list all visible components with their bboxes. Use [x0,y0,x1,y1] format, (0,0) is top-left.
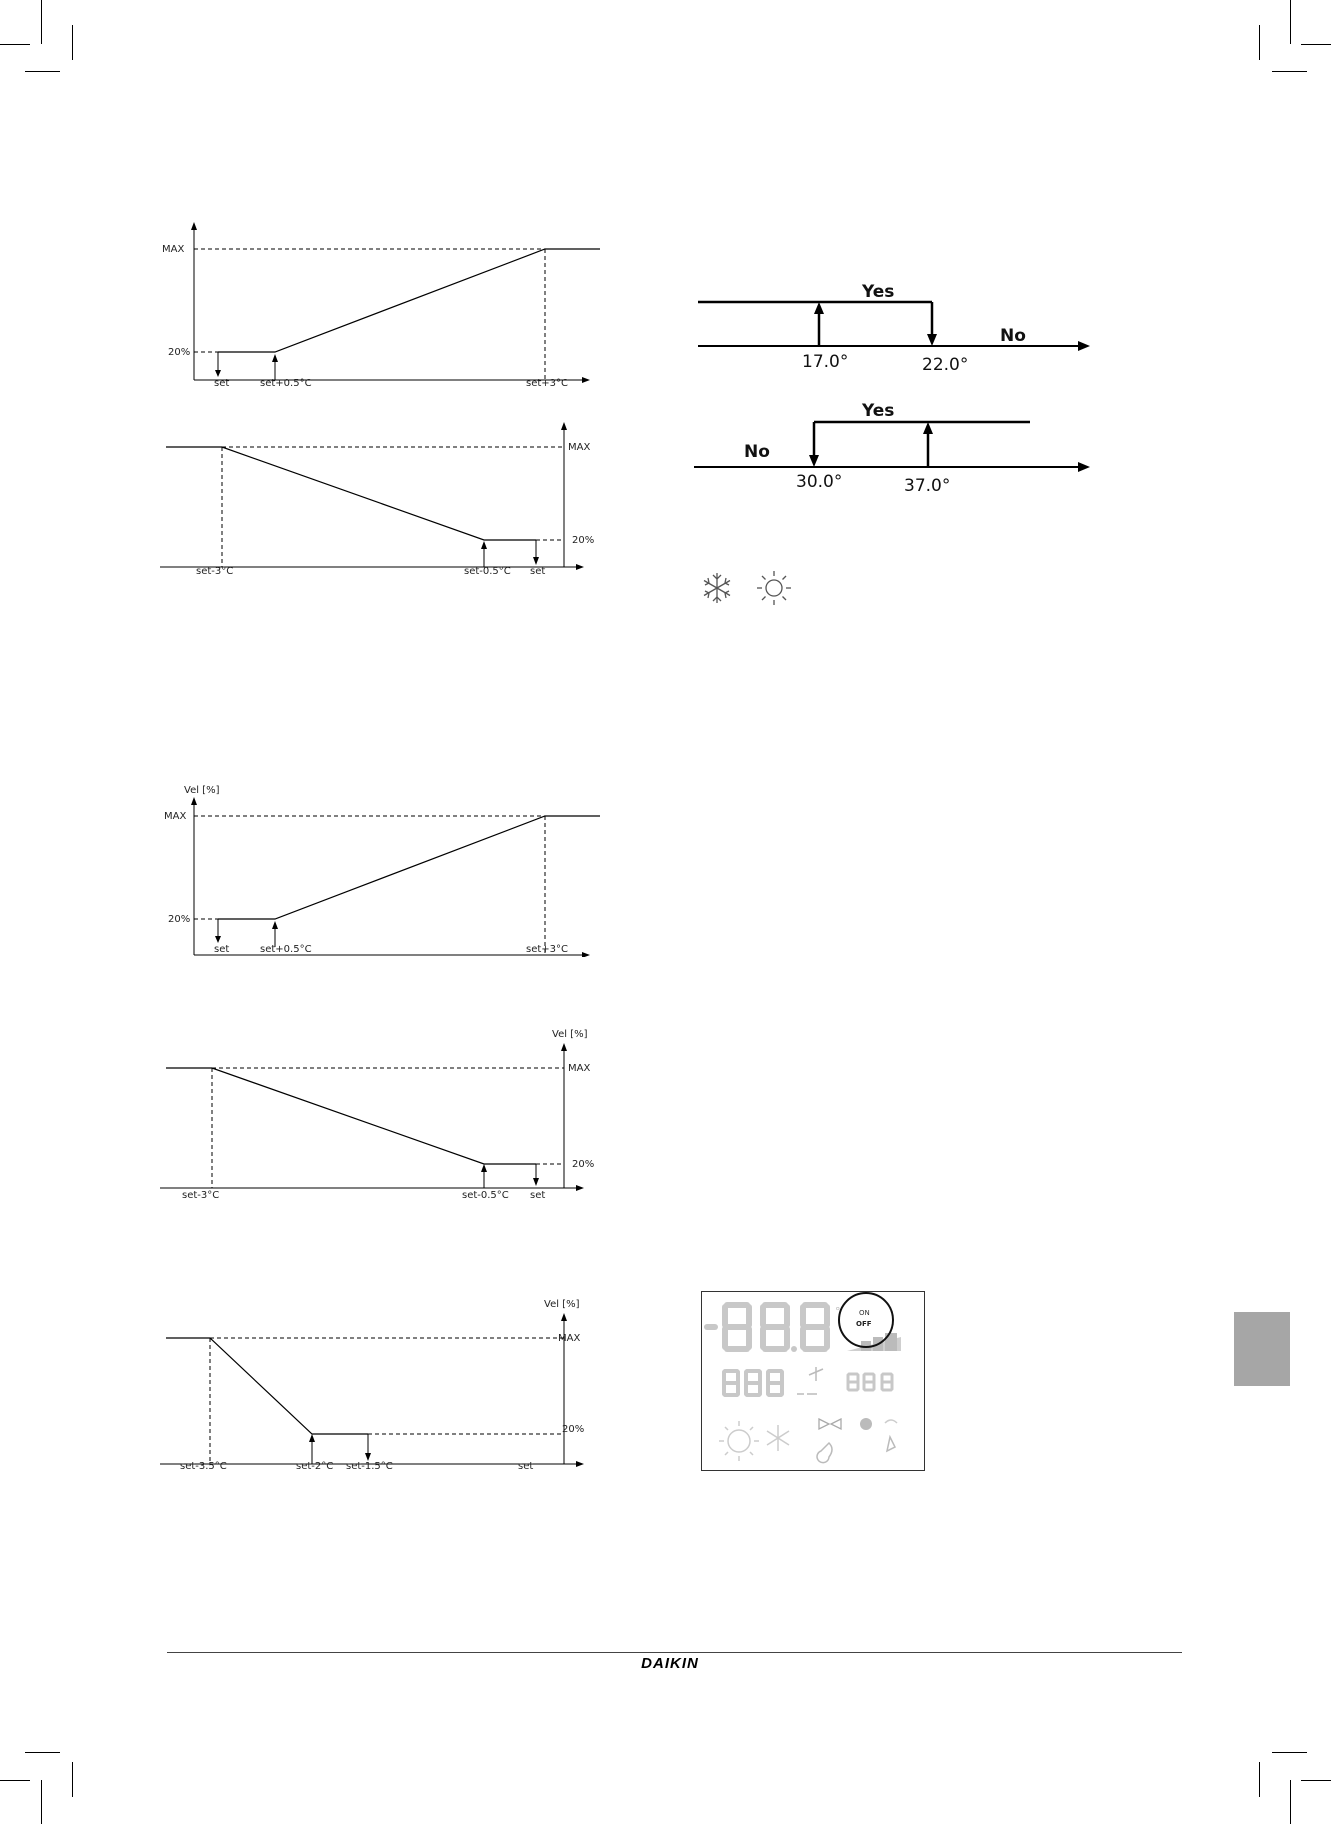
high-threshold: 22.0° [922,355,969,374]
max-label: MAX [568,1063,591,1074]
tick-label: set+0.5°C [260,378,312,389]
tick-label: set-3.5°C [180,1461,227,1471]
tick-label: set-3°C [196,566,234,577]
tick-label: set-0.5°C [462,1190,509,1201]
min-label: 20% [562,1424,585,1435]
crop-mark [1301,1780,1331,1781]
no-label: No [1000,326,1026,346]
high-threshold: 37.0° [904,476,951,494]
speed-ramp-chart-5 [160,1296,600,1471]
speed-ramp-chart-4 [160,1026,600,1206]
crop-mark [0,44,30,45]
y-axis-label: Vel [%] [184,785,220,796]
crop-mark [1272,1752,1307,1753]
min-label: 20% [168,347,191,358]
max-label: MAX [558,1333,581,1344]
min-label: 20% [168,914,191,925]
sun-icon [755,569,793,607]
yes-label: Yes [862,282,895,302]
crop-mark [1259,1762,1260,1797]
snowflake-icon [700,571,734,605]
crop-mark [1259,25,1260,60]
tick-label: set+0.5°C [260,944,312,955]
svg-text:°: ° [835,1305,841,1318]
tick-label: set [530,566,546,577]
tick-label: set [518,1461,534,1471]
low-threshold: 17.0° [802,352,849,372]
crop-mark [1272,71,1307,72]
tick-label: set [214,378,230,389]
low-threshold: 30.0° [796,472,843,492]
hysteresis-diagram-2 [690,398,1095,494]
speed-ramp-chart-1 [160,222,600,397]
y-axis-label: Vel [%] [552,1029,588,1040]
max-label: MAX [164,811,187,822]
crop-mark [25,1752,60,1753]
tick-label: set+3°C [526,944,569,955]
speed-ramp-chart-2 [160,422,600,582]
crop-mark [41,0,42,44]
max-label: MAX [568,442,591,453]
footer-rule [167,1652,1182,1653]
crop-mark [25,71,60,72]
max-label: MAX [162,244,185,255]
tick-label: set [530,1190,546,1201]
lcd-display [701,1291,926,1472]
yes-label: Yes [862,401,895,421]
tick-label: set+3°C [526,378,569,389]
tick-label: set-2°C [296,1461,334,1471]
min-label: 20% [572,535,595,546]
crop-mark [41,1780,42,1824]
crop-mark [1290,1780,1291,1824]
tick-label: set [214,944,230,955]
crop-mark [72,25,73,60]
speed-ramp-chart-3 [160,782,600,957]
tick-label: set-3°C [182,1190,220,1201]
no-label: No [744,442,770,462]
crop-mark [1301,44,1331,45]
hysteresis-diagram-1 [690,278,1095,374]
min-label: 20% [572,1159,595,1170]
tick-label: set-1.5°C [346,1461,393,1471]
section-tab [1234,1312,1290,1386]
crop-mark [72,1762,73,1797]
lcd-on-label: ON [859,1309,870,1317]
daikin-logo: DAIKIN [641,1655,699,1672]
crop-mark [1290,0,1291,44]
tick-label: set-0.5°C [464,566,511,577]
lcd-off-label: OFF [856,1320,872,1328]
crop-mark [0,1780,30,1781]
y-axis-label: Vel [%] [544,1299,580,1310]
